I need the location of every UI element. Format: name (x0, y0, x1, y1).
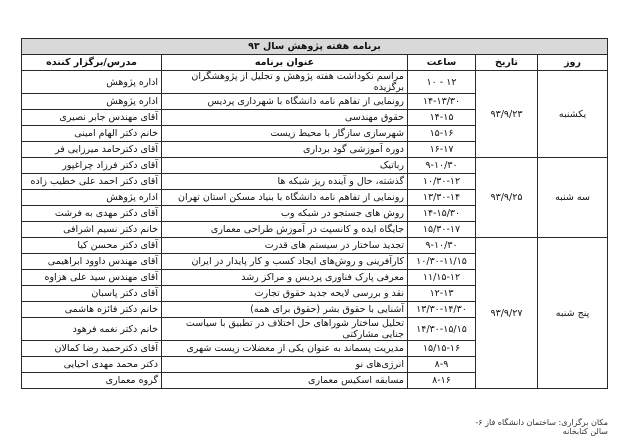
title-cell: رباتیک (162, 158, 408, 174)
title-cell: گذشته، حال و آینده ریز شبکه ها (162, 174, 408, 190)
time-cell: ۸-۹ (408, 357, 476, 373)
title-cell: جایگاه ایده و کانسپت در آموزش طراحی معماری (162, 222, 408, 238)
title-cell: رونمایی از تفاهم نامه دانشگاه با شهرداری پردیس (162, 94, 408, 110)
time-cell: ۱۶-۱۷ (408, 142, 476, 158)
presenter-cell: آقای دکتر مهدی به فرشت (21, 206, 161, 222)
time-cell: ۱۴-۱۳/۳۰ (408, 94, 476, 110)
title-cell: روش های جستجو در شبکه وب (162, 206, 408, 222)
time-cell: ۸-۱۶ (408, 373, 476, 389)
presenter-cell: خانم دکتر فائزه هاشمی (21, 302, 161, 318)
table-row (21, 71, 607, 94)
time-cell: ۱۳/۳۰-۱۴/۳۰ (408, 302, 476, 318)
title-cell: تجدید ساختار در سیستم های قدرت (162, 238, 408, 254)
schedule-body (21, 71, 607, 389)
header-title: عنوان برنامه (162, 55, 408, 71)
header-date: تاریخ (476, 55, 538, 71)
title-cell: شهرسازی سازگار با محیط زیست (162, 126, 408, 142)
time-cell: ۱۳/۳۰-۱۴ (408, 190, 476, 206)
time-cell: ۹-۱۰/۳۰ (408, 238, 476, 254)
table-title-row (21, 39, 607, 55)
presenter-cell: آقای دکتر احمد علی خطیب زاده (21, 174, 161, 190)
day-cell: سه شنبه (538, 158, 608, 238)
presenter-cell: خانم دکتر الهام امینی (21, 126, 161, 142)
presenter-cell: آقای دکترحامد میرزایی فر (21, 142, 161, 158)
presenter-cell: آقای دکترحمید رضا کمالان (21, 341, 161, 357)
date-cell: ۹۳/۹/۲۵ (476, 158, 538, 238)
time-cell: ۱۵/۳۰-۱۷ (408, 222, 476, 238)
time-cell: ۱۵-۱۶ (408, 126, 476, 142)
time-cell: ۹-۱۰/۳۰ (408, 158, 476, 174)
date-cell: ۹۳/۹/۲۷ (476, 238, 538, 389)
header-time: ساعت (408, 55, 476, 71)
venue-note: مکان برگزاری: ساختمان دانشگاه فاز ۶- سالن کتابخانه (475, 418, 608, 436)
date-cell: ۹۳/۹/۲۳ (476, 71, 538, 158)
schedule-table (21, 38, 608, 389)
presenter-cell: آقای مهندس سید علی هزاوه (21, 270, 161, 286)
title-cell: مراسم نکوداشت هفته پژوهش و تجلیل از پژوهشگران برگزیده (162, 71, 408, 94)
schedule-sheet (22, 38, 608, 389)
table-header-row (21, 55, 607, 71)
presenter-cell: آقای مهندس جابر نصیری (21, 110, 161, 126)
title-cell: دوره آموزشی گود برداری (162, 142, 408, 158)
time-cell: ۱۵/۱۵-۱۶ (408, 341, 476, 357)
presenter-cell: گروه معماری (21, 373, 161, 389)
title-cell: حقوق مهندسی (162, 110, 408, 126)
time-cell: ۱۰/۳۰-۱۲ (408, 174, 476, 190)
title-cell: مدیریت پسماند به عنوان یکی از معضلات زیست شهری (162, 341, 408, 357)
table-row (21, 158, 607, 174)
presenter-cell: آقای دکتر محسن کیا (21, 238, 161, 254)
time-cell: ۱۲ - ۱۰ (408, 71, 476, 94)
title-cell: کارآفرینی و روش‌های ایجاد کسب و کار پایدار در ایران (162, 254, 408, 270)
header-day: روز (538, 55, 608, 71)
time-cell: ۱۴-۱۵/۳۰ (408, 206, 476, 222)
title-cell: نقد و بررسی لایحه جدید حقوق تجارت (162, 286, 408, 302)
presenter-cell: اداره پژوهش (21, 71, 161, 94)
title-cell: رونمایی از تفاهم نامه دانشگاه با بنیاد مسکن استان تهران (162, 190, 408, 206)
header-presenter: مدرس/برگزار کننده (21, 55, 161, 71)
day-cell: پنج شنبه (538, 238, 608, 389)
time-cell: ۱۱/۱۵-۱۲ (408, 270, 476, 286)
presenter-cell: آقای دکتر فرزاد چراغپور (21, 158, 161, 174)
presenter-cell: آقای مهندس داوود ابراهیمی (21, 254, 161, 270)
presenter-cell: خانم دکتر نسیم اشرافی (21, 222, 161, 238)
time-cell: ۱۰/۳۰-۱۱/۱۵ (408, 254, 476, 270)
table-row (21, 238, 607, 254)
presenter-cell: آقای دکتر پاسبان (21, 286, 161, 302)
presenter-cell: دکتر محمد مهدی احیایی (21, 357, 161, 373)
presenter-cell: اداره پژوهش (21, 94, 161, 110)
day-cell: یکشنبه (538, 71, 608, 158)
presenter-cell: خانم دکتر نغمه فرهود (21, 318, 161, 341)
time-cell: ۱۴/۳۰-۱۵/۱۵ (408, 318, 476, 341)
time-cell: ۱۲-۱۳ (408, 286, 476, 302)
title-cell: تحلیل ساختار شوراهای حل اختلاف در تطبیق با سیاست جنایی مشارکتی (162, 318, 408, 341)
title-cell: معرفی پارک فناوری پردیس و مراکز رشد (162, 270, 408, 286)
title-cell: مسابقه اسکیس معماری (162, 373, 408, 389)
title-cell: آشنایی با حقوق بشر (حقوق برای همه) (162, 302, 408, 318)
table-title: برنامه هفته پژوهش سال ۹۳ (21, 39, 607, 55)
title-cell: انرژی‌های نو (162, 357, 408, 373)
time-cell: ۱۴-۱۵ (408, 110, 476, 126)
presenter-cell: اداره پژوهش (21, 190, 161, 206)
